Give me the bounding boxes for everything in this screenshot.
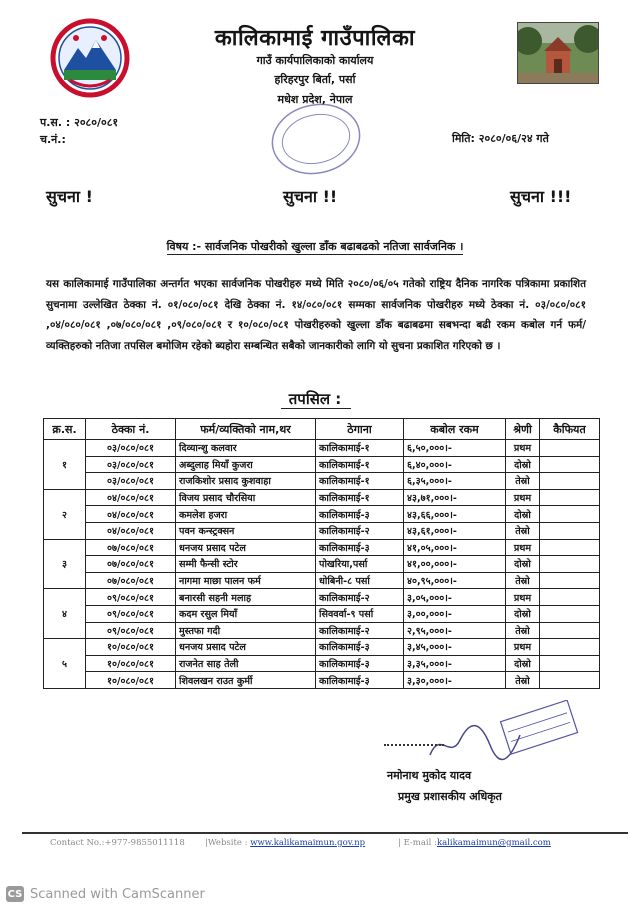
- cell-firm-name: राजकिशोर प्रसाद कुशवाहा: [176, 473, 316, 490]
- cell-contract-no: ०९/०८०/०८१: [86, 605, 176, 622]
- col-header-rank: श्रेणी: [506, 419, 540, 440]
- office-building-photo: [517, 22, 599, 84]
- cell-address: कालिकामाई-३: [316, 672, 404, 689]
- cell-contract-no: ०९/०८०/०८१: [86, 622, 176, 639]
- reference-number: प.स. : २०८०/०८१: [40, 116, 119, 129]
- contact-label: Contact No.:: [50, 838, 105, 848]
- cell-address: पोखरिया,पर्सा: [316, 556, 404, 573]
- cell-remarks: [540, 589, 600, 606]
- cell-address: कालिकामाई-१: [316, 489, 404, 506]
- cell-address: सिववर्वा-९ पर्सा: [316, 605, 404, 622]
- footer-email: [398, 838, 551, 848]
- table-row: [44, 556, 600, 573]
- cell-serial-number: [44, 589, 86, 606]
- cell-serial-number: [44, 539, 86, 556]
- col-header-sn: क्र.स.: [44, 419, 86, 440]
- table-row: [44, 522, 600, 539]
- cell-remarks: [540, 473, 600, 490]
- table-row: [44, 506, 600, 523]
- cell-firm-name: धनजय प्रसाद पटेल: [176, 539, 316, 556]
- cell-serial-number: [44, 489, 86, 506]
- cell-address: कालिकामाई-३: [316, 506, 404, 523]
- cell-bid-amount: ४०,९५,०००।-: [404, 572, 506, 589]
- cell-contract-no: ०३/०८०/०८१: [86, 473, 176, 490]
- cell-remarks: [540, 572, 600, 589]
- cell-remarks: [540, 489, 600, 506]
- cell-bid-amount: ४१,००,०००।-: [404, 556, 506, 573]
- email-label: | E-mail :: [398, 838, 437, 848]
- cell-rank: तेस्रो: [506, 572, 540, 589]
- results-table: [43, 418, 600, 689]
- cell-rank: तेस्रो: [506, 473, 540, 490]
- cell-serial-number: २: [44, 506, 86, 523]
- table-header-row: [44, 419, 600, 440]
- cell-address: कालिकामाई-१: [316, 440, 404, 457]
- cell-rank: प्रथम: [506, 589, 540, 606]
- cell-serial-number: ३: [44, 556, 86, 573]
- cell-address: कालिकामाई-३: [316, 539, 404, 556]
- cell-rank: प्रथम: [506, 440, 540, 457]
- cell-bid-amount: ३,०५,०००।-: [404, 589, 506, 606]
- cell-address: कालिकामाई-२: [316, 589, 404, 606]
- cell-firm-name: राजनेत साह तेली: [176, 655, 316, 672]
- cell-serial-number: [44, 639, 86, 656]
- cell-contract-no: ०७/०८०/०८१: [86, 556, 176, 573]
- org-name: कालिकामाई गाउँपालिका: [214, 26, 416, 51]
- cell-address: कालिकामाई-३: [316, 639, 404, 656]
- cell-bid-amount: ३,३०,०००।-: [404, 672, 506, 689]
- cell-remarks: [540, 556, 600, 573]
- website-label: |Website :: [205, 838, 248, 848]
- cell-remarks: [540, 672, 600, 689]
- cell-bid-amount: ४३,६६,०००।-: [404, 506, 506, 523]
- table-row: [44, 473, 600, 490]
- cell-contract-no: १०/०८०/०८१: [86, 672, 176, 689]
- table-row: [44, 622, 600, 639]
- office-name: गाउँ कार्यपालिकाको कार्यालय: [256, 54, 374, 67]
- table-row: [44, 539, 600, 556]
- cell-remarks: [540, 440, 600, 457]
- cell-serial-number: [44, 672, 86, 689]
- col-header-contract-no: ठेक्का नं.: [86, 419, 176, 440]
- cell-rank: प्रथम: [506, 539, 540, 556]
- cell-bid-amount: ४३,७१,०००।-: [404, 489, 506, 506]
- col-header-address: ठेगाना: [316, 419, 404, 440]
- cell-bid-amount: २,९५,०००।-: [404, 622, 506, 639]
- cell-address: कालिकामाई-३: [316, 655, 404, 672]
- col-header-bid-amount: कबोल रकम: [404, 419, 506, 440]
- details-heading: तपसिल :: [288, 390, 342, 408]
- cell-address: कालिकामाई-१: [316, 473, 404, 490]
- cell-rank: तेस्रो: [506, 672, 540, 689]
- cell-serial-number: [44, 622, 86, 639]
- signature-line: [384, 744, 444, 746]
- cell-address: कालिकामाई-२: [316, 522, 404, 539]
- cell-rank: प्रथम: [506, 489, 540, 506]
- cell-rank: दोस्रो: [506, 456, 540, 473]
- cell-remarks: [540, 522, 600, 539]
- cell-firm-name: अब्दुलाह मियाँ कुजरा: [176, 456, 316, 473]
- cell-rank: दोस्रो: [506, 556, 540, 573]
- cell-rank: दोस्रो: [506, 605, 540, 622]
- cell-rank: दोस्रो: [506, 506, 540, 523]
- cell-firm-name: दिव्यान्शु कलवार: [176, 440, 316, 457]
- cell-firm-name: कदम रसुल मियाँ: [176, 605, 316, 622]
- signer-name: नमोनाथ मुकोद यादव: [387, 769, 472, 782]
- cell-contract-no: १०/०८०/०८१: [86, 639, 176, 656]
- cell-serial-number: [44, 440, 86, 457]
- footer-contact: [50, 838, 185, 848]
- subject-text: विषय :- सार्वजनिक पोखरीको खुल्ला डाँक बढाबढको नतिजा सार्वजनिक ।: [166, 240, 464, 253]
- cell-address: कालिकामाई-१: [316, 456, 404, 473]
- table-row: [44, 589, 600, 606]
- cell-contract-no: १०/०८०/०८१: [86, 655, 176, 672]
- subject-line: [0, 239, 630, 254]
- notice-heading-center: सुचना !!: [283, 187, 338, 206]
- camscanner-logo-icon: CS: [6, 886, 24, 902]
- details-heading-underline: [281, 408, 351, 409]
- cell-firm-name: बनारसी सहनी मलाह: [176, 589, 316, 606]
- cell-bid-amount: ६,५०,०००।-: [404, 440, 506, 457]
- office-address: हरिहरपुर बिर्ता, पर्सा: [274, 73, 356, 86]
- notice-heading-right: सुचना !!!: [510, 187, 572, 206]
- cell-contract-no: ०४/०८०/०८१: [86, 522, 176, 539]
- camscanner-watermark: [6, 886, 205, 902]
- office-province: मधेश प्रदेश, नेपाल: [277, 93, 353, 106]
- table-body: [44, 440, 600, 689]
- table-row: [44, 489, 600, 506]
- table-row: [44, 639, 600, 656]
- signature-scribble: [420, 700, 580, 770]
- table-row: [44, 456, 600, 473]
- website-link[interactable]: www.kalikamaimun.gov.np: [250, 838, 366, 848]
- cell-bid-amount: ६,४०,०००।-: [404, 456, 506, 473]
- cell-address: कालिकामाई-२: [316, 622, 404, 639]
- email-link[interactable]: kalikamaimun@gmail.com: [436, 838, 551, 848]
- cell-serial-number: ४: [44, 605, 86, 622]
- cell-serial-number: [44, 572, 86, 589]
- cell-firm-name: पवन कन्स्ट्रक्सन: [176, 522, 316, 539]
- notice-heading-left: सुचना !: [46, 187, 93, 206]
- cell-remarks: [540, 655, 600, 672]
- office-stamp: [268, 100, 364, 178]
- cell-bid-amount: ३,४५,०००।-: [404, 639, 506, 656]
- cell-contract-no: ०४/०८०/०८१: [86, 506, 176, 523]
- cell-serial-number: [44, 522, 86, 539]
- table-row: [44, 655, 600, 672]
- cell-bid-amount: ४१,०५,०००।-: [404, 539, 506, 556]
- cell-remarks: [540, 506, 600, 523]
- cell-serial-number: १: [44, 456, 86, 473]
- cell-firm-name: विजय प्रसाद चौरसिया: [176, 489, 316, 506]
- camscanner-text: Scanned with CamScanner: [30, 886, 205, 902]
- notice-body-paragraph: यस कालिकामाई गाउँपालिका अन्तर्गत भएका सार्वजनिक पोखरीहरु मध्ये मिति २०८०/०६/०५ गतेको राष्ट्रिय दैनिक नागरिक पत्रिकामा प्रकाशित सुचनामा उल्लेखित ठेक्का नं. ०१/०८०/०८१ देखि ठेक्का नं. १४/०८०/०८१ सम्मका सार्वजनिक पोखरीहरु मध्ये ठेक्का नं. ०३/०८०/०८१ ,०४/०८०/०८१ ,०७/०८०/०८१ ,०९/०८०/०८१ र १०/०८०/०८१ पोखरीहरुको खुल्ला डाँक बढाबढमा सबभन्दा बढी रकम कबोल गर्न फर्म/व्यक्तिहरुको नतिजा तपसिल बमोजिम रहेको ब्यहोरा सम्बन्धित सबैको जानकारीको लागि यो सुचना प्रकाशित गरिएको छ ।: [46, 278, 586, 352]
- footer-divider: [22, 832, 628, 834]
- cell-rank: तेस्रो: [506, 522, 540, 539]
- cell-serial-number: [44, 473, 86, 490]
- cell-contract-no: ०७/०८०/०८१: [86, 539, 176, 556]
- cell-firm-name: शिवलखन राउत कुर्मी: [176, 672, 316, 689]
- col-header-remarks: कैफियत: [540, 419, 600, 440]
- dispatch-number: च.नं.:: [40, 133, 66, 146]
- cell-rank: दोस्रो: [506, 655, 540, 672]
- cell-remarks: [540, 639, 600, 656]
- cell-remarks: [540, 539, 600, 556]
- signer-title: प्रमुख प्रशासकीय अधिकृत: [398, 790, 502, 803]
- cell-firm-name: धनजय प्रसाद पटेल: [176, 639, 316, 656]
- cell-bid-amount: ३,३५,०००।-: [404, 655, 506, 672]
- cell-rank: प्रथम: [506, 639, 540, 656]
- table-row: [44, 440, 600, 457]
- cell-contract-no: ०९/०८०/०८१: [86, 589, 176, 606]
- cell-bid-amount: ६,३५,०००।-: [404, 473, 506, 490]
- table-row: [44, 672, 600, 689]
- cell-firm-name: सम्मी फैन्सी स्टोर: [176, 556, 316, 573]
- cell-contract-no: ०३/०८०/०८१: [86, 440, 176, 457]
- footer-website: [205, 838, 365, 848]
- contact-number: +977-9855011118: [104, 838, 185, 848]
- cell-serial-number: ५: [44, 655, 86, 672]
- cell-firm-name: नागमा माछा पालन फर्म: [176, 572, 316, 589]
- col-header-firm-name: फर्म/व्यक्तिको नाम,थर: [176, 419, 316, 440]
- table-row: [44, 572, 600, 589]
- issue-date: मिति: २०८०/०६/२४ गते: [452, 132, 549, 145]
- cell-contract-no: ०३/०८०/०८१: [86, 456, 176, 473]
- cell-contract-no: ०७/०८०/०८१: [86, 572, 176, 589]
- cell-bid-amount: ३,००,०००।-: [404, 605, 506, 622]
- cell-remarks: [540, 605, 600, 622]
- cell-remarks: [540, 456, 600, 473]
- cell-rank: तेस्रो: [506, 622, 540, 639]
- table-row: [44, 605, 600, 622]
- cell-firm-name: मुस्तफा गदी: [176, 622, 316, 639]
- cell-remarks: [540, 622, 600, 639]
- cell-bid-amount: ४३,६१,०००।-: [404, 522, 506, 539]
- cell-firm-name: कमलेश हजरा: [176, 506, 316, 523]
- cell-address: धोबिनी-८ पर्सा: [316, 572, 404, 589]
- cell-contract-no: ०४/०८०/०८१: [86, 489, 176, 506]
